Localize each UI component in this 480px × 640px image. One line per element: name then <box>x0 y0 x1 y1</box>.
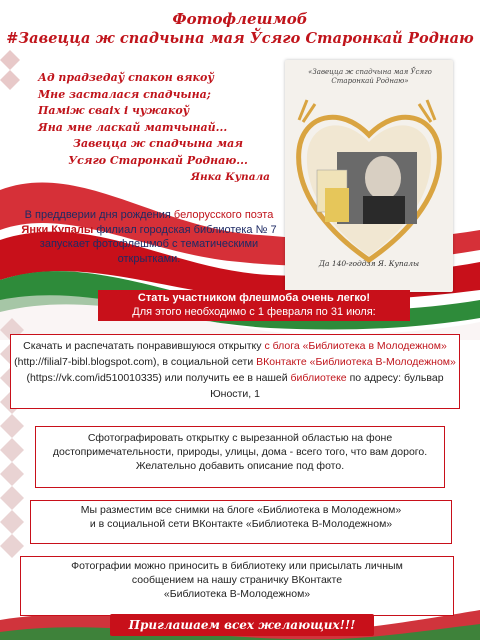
poem-line: Мне засталася спадчына; <box>38 87 211 101</box>
participate-banner <box>98 290 410 321</box>
poem-line: Завецца ж спадчына мая <box>73 137 243 150</box>
title-line-1: Фотофлешмоб <box>172 10 308 28</box>
poem-line: Яна мне ласкай матчынай... <box>38 120 228 134</box>
step-download-box <box>10 334 460 409</box>
poem-author: Янка Купала <box>190 171 270 183</box>
title-line-2: #Завецца ж спадчына мая Ўсяго Старонкай Роднаю <box>6 30 474 47</box>
step1-text: (https://vk.com/id510010335) или получить ее в нашей <box>26 372 291 384</box>
step-submit-box <box>20 556 454 616</box>
poem-line: Паміж сваіх і чужакоў <box>38 104 190 117</box>
banner-line-2: Для этого необходимо с 1 февраля по 31 июля: <box>132 306 376 318</box>
invite-banner: Приглашаем всех желающих!!! <box>110 614 374 636</box>
ornament-top-left <box>0 50 30 90</box>
submit-line-3: «Библиотека В-Молодежном» <box>163 588 311 600</box>
vk-link[interactable]: ВКонтакте «Библиотека В-Молодежном» <box>256 356 456 368</box>
publish-line-1: Мы разместим все снимки на блоге «Библиотека в Молодежном» <box>80 504 402 516</box>
postcard-signature: Да 140-годдзя Я. Купалы <box>318 259 420 268</box>
submit-line-2: сообщением на нашу страничку ВКонтакте <box>131 574 343 586</box>
publish-line-2: и в социальной сети ВКонтакте «Библиотека В-Молодежном» <box>89 518 393 530</box>
poem-line: Ад прадзедаў спакон вякоў <box>38 71 214 84</box>
postcard-photo <box>285 60 453 292</box>
intro-red1: белорусского поэта <box>173 209 274 221</box>
step-photograph-box: Сфотографировать открытку с вырезанной областью на фоне достопримечательности, природы, улицы, дома - всего того, что вам дорого. Желательно добавить описание под фото. <box>35 426 445 488</box>
step-publish-box <box>30 500 452 544</box>
submit-line-1: Фотографии можно приносить в библиотеку или присылать личным <box>71 560 403 572</box>
intro-poet-name: Янки Купалы <box>21 223 94 236</box>
postcard-caption: «Завецца ж спадчына мая Ўсяго Старонкай Роднаю» <box>308 68 432 85</box>
step1-address: по адресу: бульвар Юности, 1 <box>210 372 444 400</box>
step1-text: Скачать и распечатать понравившуюся открытку <box>23 340 265 352</box>
banner-line-1: Стать участником флешмоба очень легко! <box>137 292 371 304</box>
poem-line: Усяго Старонкай Роднаю... <box>68 153 248 167</box>
heart-wheat-graphic <box>285 60 453 292</box>
library-text: библиотеке <box>290 372 347 384</box>
poem <box>38 70 278 186</box>
intro-part1: В преддверии дня рождения <box>24 209 174 221</box>
step1-text: (http://filial7-bibl.blogspot.com), в социальной сети <box>14 356 257 368</box>
blog-link[interactable]: с блога «Библиотека в Молодежном» <box>264 340 447 352</box>
intro-part2: филиал городская библиотека № 7 запускает фотофлешмоб с тематическими открытками. <box>39 223 277 265</box>
intro-text <box>18 208 280 266</box>
